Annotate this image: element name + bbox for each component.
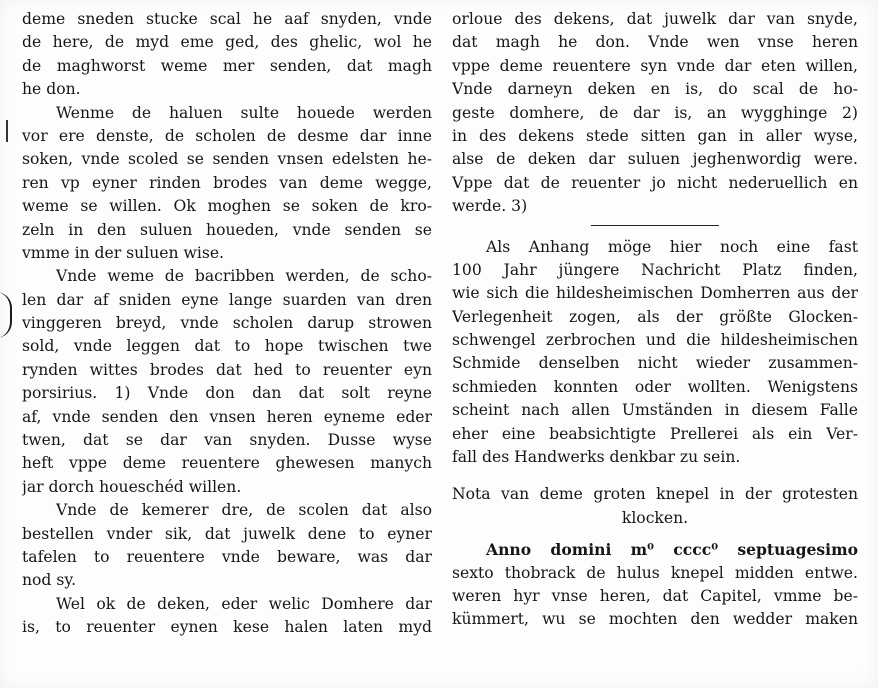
text-line: vmme in der suluen wise.: [22, 243, 225, 262]
text-line: porsirius. 1) Vnde don dan dat solt reyne: [22, 384, 432, 403]
text-line: twen, dat se dar van snyden. Dusse wyse: [22, 431, 432, 450]
text-line: heft vppe deme reuentere ghewesen manych: [22, 454, 432, 473]
text-line: kümmert, wu se mochten den wedder maken: [452, 610, 858, 629]
text-line: Schmide denselben nicht wieder zusammen-: [452, 354, 858, 373]
text-line: dat magh he don. Vnde wen vnse heren: [452, 33, 858, 52]
text-line: alse de deken dar suluen jeghenwordig were.: [452, 150, 858, 169]
text-line: sexto thobrack de hulus knepel midden entwe.: [452, 563, 858, 582]
text-line: bestellen vnder sik, dat juwelk dene to eyner: [22, 524, 432, 543]
text-line: scheint nach allen Umständen in diesem Falle: [452, 401, 858, 420]
text-line: tafelen to reuentere vnde beware, was dar: [22, 547, 432, 566]
section-heading: klocken.: [621, 508, 689, 527]
text-line: weren hyr vnse heren, dat Capitel, vmme be-: [452, 586, 858, 605]
text-line: in des dekens stede sitten gan in aller wyse,: [452, 126, 858, 145]
text-line: soken, vnde scoled se senden vnsen edelsten he-: [22, 150, 432, 169]
text-line: wie sich die hildesheimischen Domherren aus der: [452, 284, 858, 303]
text-line: is, to reuenter eynen kese halen laten myd: [22, 618, 432, 637]
text-line: ren vp eyner rinden brodes van deme wegge,: [22, 173, 432, 192]
text-line: he don.: [22, 80, 81, 99]
text-line: rynden wittes brodes dat hed to reuenter eyn: [22, 360, 432, 379]
text-line: jar dorch houeschéd willen.: [22, 477, 242, 496]
section-heading: Nota van deme groten knepel in der grotesten: [452, 485, 858, 504]
text-line: eher eine beabsichtigte Prellerei als ein Ver-: [452, 424, 858, 443]
text-line: Vnde darneyn deken en is, do scal de ho-: [452, 80, 858, 99]
text-line: schwengel zerbrochen und die hildesheimischen: [452, 331, 858, 350]
text-line: af, vnde senden den vnsen heren eyneme eder: [22, 407, 432, 426]
text-line: sold, vnde leggen dat to hope twischen twe: [22, 337, 432, 356]
right-column: [452, 8, 858, 632]
text-line: de maghworst weme mer senden, dat magh: [22, 56, 432, 75]
text-line: Vppe dat de reuenter jo nicht nederuellich en: [452, 173, 858, 192]
paragraph-start: Vnde de kemerer dre, de scolen dat also: [56, 501, 432, 520]
margin-bracket: [0, 292, 12, 338]
text-line: zeln in den suluen houeden, vnde senden se: [22, 220, 432, 239]
text-line: vppe deme reuentere syn vnde dar eten willen,: [452, 56, 858, 75]
text-line: werde. 3): [452, 197, 528, 216]
text-line: vinggeren breyd, vnde scholen darup strowen: [22, 314, 432, 333]
text-line: Verlegenheit zogen, als der größte Glocken-: [452, 307, 858, 326]
paragraph-start: Wenme de haluen sulte houede werden: [56, 103, 432, 122]
text-line: 100 Jahr jüngere Nachricht Platz finden,: [452, 260, 858, 279]
text-line: len dar af sniden eyne lange suarden van dren: [22, 290, 432, 309]
text-line: geste domhere, de dar is, an wygghinge 2): [452, 103, 858, 122]
paragraph-start: Wel ok de deken, eder welic Domhere dar: [56, 594, 432, 613]
left-column: [22, 8, 432, 640]
text-line: vor ere denste, de scholen de desme dar inne: [22, 126, 432, 145]
margin-mark: [0, 120, 8, 142]
paragraph-start: Als Anhang möge hier noch eine fast: [486, 237, 858, 256]
text-line: nod sy.: [22, 571, 77, 590]
paragraph-start: Anno domini m⁰ cccc⁰ septuagesimo: [486, 540, 858, 560]
section-divider: [591, 225, 719, 226]
text-line: schmieden konnten oder wollten. Wenigstens: [452, 377, 858, 396]
paragraph-start: Vnde weme de bacribben werden, de scho-: [56, 267, 432, 286]
text-line: orloue des dekens, dat juwelk dar van snyde,: [452, 10, 858, 28]
text-line: weme se willen. Ok moghen se soken de kro-: [22, 197, 432, 216]
text-line: de here, de myd eme ged, des ghelic, wol he: [22, 33, 432, 52]
text-line: fall des Handwerks denkbar zu sein.: [452, 448, 741, 467]
text-line: deme sneden stucke scal he aaf snyden, vnde: [22, 10, 432, 28]
